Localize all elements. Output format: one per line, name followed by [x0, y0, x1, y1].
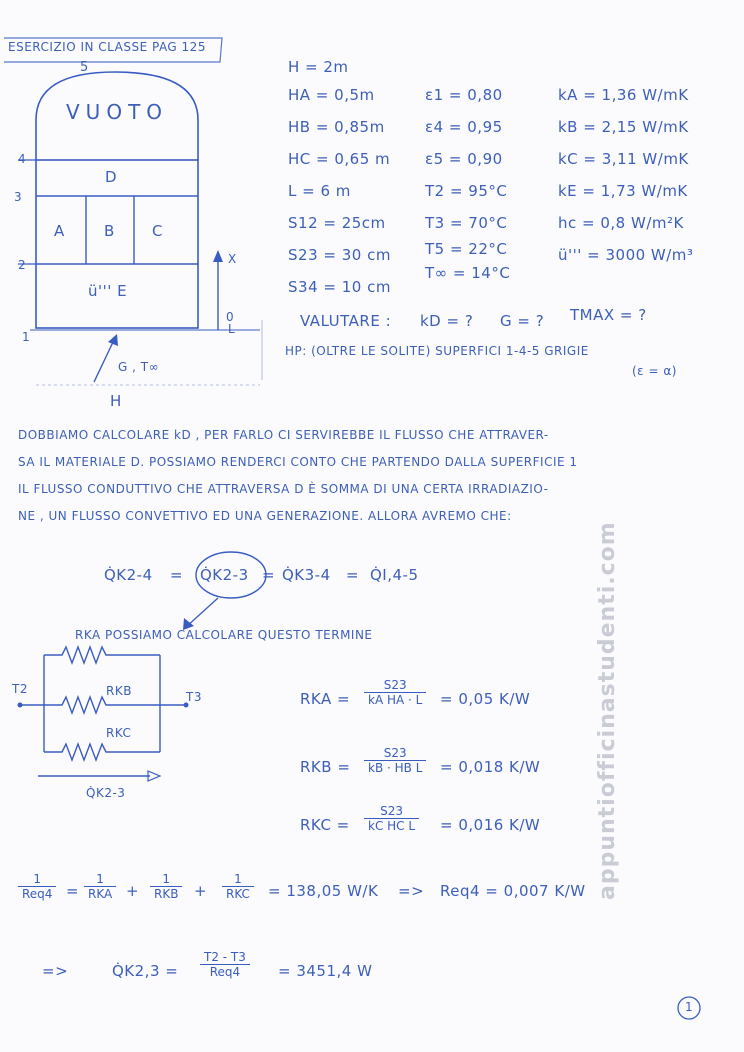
resistance-rhs: = 0,05 K/W [440, 690, 531, 708]
data-value: ü''' = 3000 W/m³ [558, 246, 694, 264]
circuit-rkb-label: RKB [106, 684, 132, 698]
question-tmax: TMAX = ? [570, 306, 647, 324]
fraction-denominator: RKB [150, 886, 182, 901]
paragraph-line: NE , UN FLUSSO CONVETTIVO ED UNA GENERAZIONE. ALLORA AVREMO CHE: [18, 509, 512, 523]
final-lhs: Q̇K2,3 = [112, 962, 179, 980]
layer-d-label: D [105, 168, 118, 186]
final-arrow: => [42, 962, 69, 980]
req-result: Req4 = 0,007 K/W [440, 882, 586, 900]
fraction-denominator: Req4 [18, 886, 56, 901]
data-value: S23 = 30 cm [288, 246, 391, 264]
question-label: VALUTARE : [300, 312, 392, 330]
resistance-rhs: = 0,016 K/W [440, 816, 541, 834]
width-label: H [110, 392, 122, 410]
data-value: T2 = 95°C [425, 182, 508, 200]
equals-sign: = [66, 882, 80, 900]
eq1-term-1: Q̇K2-4 [104, 566, 153, 584]
fraction-numerator: S23 [380, 804, 403, 818]
data-value: hc = 0,8 W/m²K [558, 214, 684, 232]
question-g: G = ? [500, 312, 545, 330]
eq1-term-4: Q̇I,4-5 [370, 566, 419, 584]
paragraph-line: SA IL MATERIALE D. POSSIAMO RENDERCI CONTO CHE PARTENDO DALLA SUPERFICIE 1 [18, 455, 578, 469]
hypothesis-eps: (ε = α) [632, 364, 677, 378]
data-value: ε5 = 0,90 [425, 150, 503, 168]
fraction-denominator: kB · HB L [364, 760, 426, 775]
question-kd: kD = ? [420, 312, 474, 330]
hypothesis-text: HP: (OLTRE LE SOLITE) SUPERFICI 1-4-5 GRIGIE [285, 344, 589, 358]
plus-sign: + [126, 882, 140, 900]
data-value: kE = 1,73 W/mK [558, 182, 688, 200]
layer-e-label: ü''' E [88, 282, 128, 300]
resistance-fraction [364, 804, 419, 833]
page-number: 1 [685, 1000, 694, 1014]
surface-2-label: 2 [18, 258, 27, 272]
resistance-fraction [364, 678, 426, 707]
data-value: S12 = 25cm [288, 214, 386, 232]
parallel-result: = 138,05 W/K [268, 882, 379, 900]
resistance-lhs: RKC = [300, 816, 350, 834]
fraction-denominator: Req4 [200, 964, 250, 979]
data-value: T∞ = 14°C [425, 264, 511, 282]
resistance-rhs: = 0,018 K/W [440, 758, 541, 776]
data-value: L = 6 m [288, 182, 351, 200]
fraction-numerator: 1 [234, 872, 242, 886]
fraction [84, 872, 116, 901]
fraction [150, 872, 182, 901]
watermark: appuntiofficinastudenti.com [595, 521, 620, 900]
data-value: ε1 = 0,80 [425, 86, 503, 104]
fraction-denominator: RKA [84, 886, 116, 901]
eq1-equals: = [262, 566, 276, 584]
circuit-rkc-label: RKC [106, 726, 132, 740]
eq1-term-2: Q̇K2-3 [200, 566, 249, 584]
fraction-numerator: S23 [383, 678, 407, 692]
data-value: ε4 = 0,95 [425, 118, 503, 136]
fraction-numerator: 1 [96, 872, 104, 886]
data-value: HA = 0,5m [288, 86, 375, 104]
implies-arrow: => [398, 882, 425, 900]
surface-4-label: 4 [18, 152, 27, 166]
fraction-numerator: 1 [162, 872, 171, 886]
fraction-denominator: kA HA · L [364, 692, 426, 707]
eq1-equals: = [346, 566, 360, 584]
data-value: kC = 3,11 W/mK [558, 150, 689, 168]
data-value: kB = 2,15 W/mK [558, 118, 689, 136]
data-value: H = 2m [288, 58, 349, 76]
fraction [222, 872, 254, 901]
data-value: kA = 1,36 W/mK [558, 86, 689, 104]
fraction-denominator: kC HC L [364, 818, 419, 833]
top-surface-label: 5 [80, 60, 89, 75]
fraction-numerator: S23 [383, 746, 407, 760]
layer-b-label: B [104, 222, 115, 240]
origin-label: 0 [226, 310, 235, 324]
fraction-numerator: 1 [33, 872, 42, 886]
fraction-numerator: T2 - T3 [204, 950, 246, 964]
final-fraction [200, 950, 250, 979]
circuit-flux-label: Q̇K2-3 [86, 786, 126, 800]
eq1-term-3: Q̇K3-4 [282, 566, 331, 584]
resistance-fraction [364, 746, 426, 775]
final-rhs: = 3451,4 W [278, 962, 373, 980]
data-value: S34 = 10 cm [288, 278, 391, 296]
data-value: HB = 0,85m [288, 118, 385, 136]
circuit-t3-label: T3 [186, 690, 202, 704]
layer-a-label: A [54, 222, 65, 240]
eq1-equals: = [170, 566, 184, 584]
fraction-denominator: RKC [222, 886, 254, 901]
layer-c-label: C [152, 222, 163, 240]
paragraph-line: IL FLUSSO CONDUTTIVO CHE ATTRAVERSA D È SOMMA DI UNA CERTA IRRADIAZIO- [18, 482, 549, 496]
data-value: HC = 0,65 m [288, 150, 391, 168]
plus-sign: + [194, 882, 208, 900]
resistance-lhs: RKA = [300, 690, 351, 708]
vacuum-label: VUOTO [66, 100, 169, 124]
exercise-title: ESERCIZIO IN CLASSE PAG 125 [8, 40, 206, 54]
resistance-lhs: RKB = [300, 758, 351, 776]
length-label: L [228, 322, 236, 336]
paragraph-line: DOBBIAMO CALCOLARE kD , PER FARLO CI SERVIREBBE IL FLUSSO CHE ATTRAVER- [18, 428, 549, 442]
data-value: T3 = 70°C [425, 214, 508, 232]
fraction [18, 872, 56, 901]
x-axis-label: X [228, 252, 237, 266]
surface-1-label: 1 [22, 330, 31, 344]
circuit-note: RKA POSSIAMO CALCOLARE QUESTO TERMINE [75, 628, 373, 642]
surface-3-label: 3 [14, 190, 23, 204]
incoming-flux-label: G , T∞ [118, 360, 160, 374]
circuit-t2-label: T2 [12, 682, 28, 696]
data-value: T5 = 22°C [425, 240, 508, 258]
